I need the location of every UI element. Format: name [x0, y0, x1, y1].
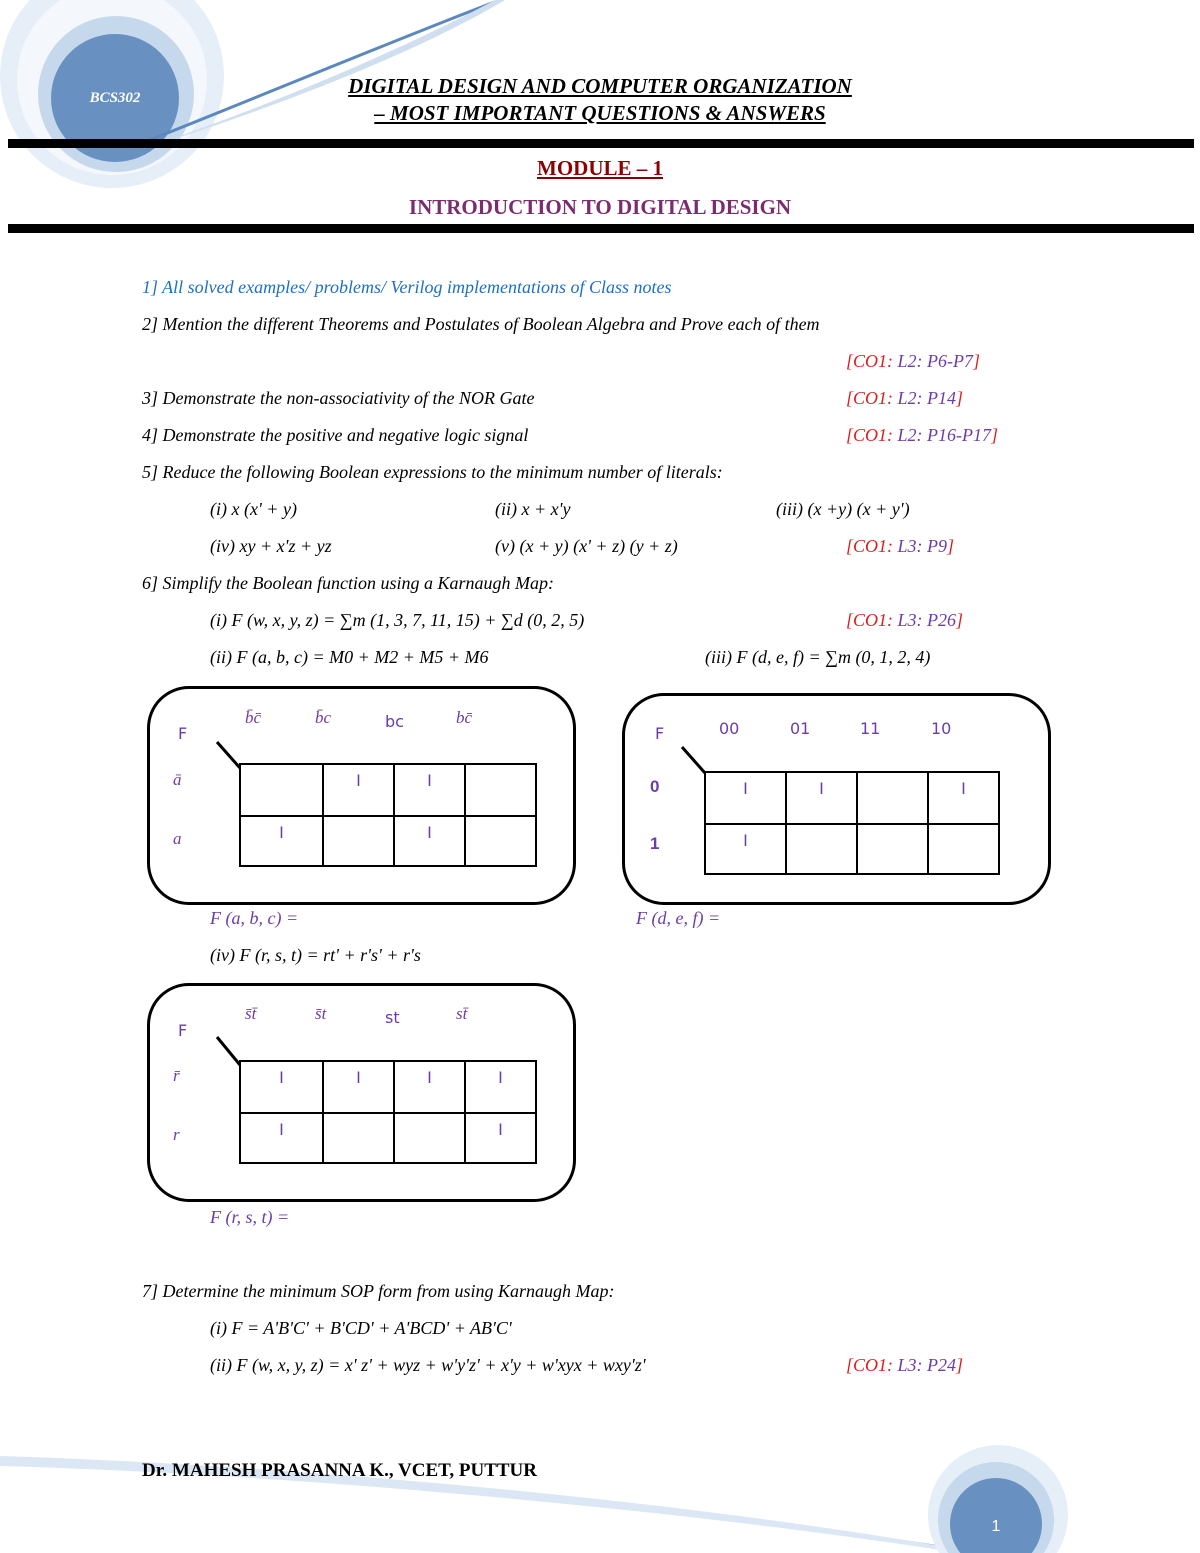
kmap-3-col-header-0: s̄t̄: [245, 1004, 257, 1023]
kmap-2-cell: I: [705, 772, 786, 824]
question-6-part-i: (i) F (w, x, y, z) = ∑m (1, 3, 7, 11, 15) + ∑d (0, 2, 5): [210, 610, 585, 630]
kmap-3-cell: [323, 1113, 394, 1163]
course-code-badge: BCS302: [89, 90, 141, 106]
question-6-part-i-co-tag: [CO1: L3: P26]: [846, 610, 964, 630]
kmap-2-col-header-0: 00: [719, 719, 740, 738]
question-7: 7] Determine the minimum SOP form from using Karnaugh Map:: [142, 1281, 615, 1301]
question-3: 3] Demonstrate the non-associativity of the NOR Gate: [142, 388, 535, 408]
kmap-1-cell: I: [394, 764, 465, 816]
kmap-2-f-label: F: [655, 724, 665, 743]
kmap-3-cell: I: [465, 1113, 536, 1163]
question-2-co-tag: [CO1: L2: P6-P7]: [846, 351, 981, 371]
header-divider: [8, 139, 1194, 148]
question-5-co-tag: [CO1: L3: P9]: [846, 536, 955, 556]
kmap-3-grid: [239, 1060, 537, 1164]
question-4: 4] Demonstrate the positive and negative logic signal: [142, 425, 529, 445]
kmap-2-cell: I: [928, 772, 999, 824]
kmap-2-grid: [704, 771, 1000, 875]
kmap-1-cell: [323, 816, 394, 866]
kmap-1-col-header-1: b̄c: [315, 708, 332, 727]
chapter-heading: INTRODUCTION TO DIGITAL DESIGN: [408, 195, 792, 219]
page-number: 1: [991, 1518, 1001, 1535]
kmap-3-cell: I: [240, 1113, 323, 1163]
kmap-3-col-header-2: st: [385, 1008, 400, 1027]
kmap-3-cell: [394, 1113, 465, 1163]
kmap-2-col-header-3: 10: [931, 719, 952, 738]
question-3-co-tag: [CO1: L2: P14]: [846, 388, 964, 408]
kmap-2-col-header-2: 11: [860, 719, 881, 738]
kmap-2-cell: [857, 824, 928, 874]
kmap-1-result: F (a, b, c) =: [210, 908, 299, 928]
question-5-part-ii: (ii) x + x'y: [495, 499, 571, 519]
kmap-1-cell: [465, 816, 536, 866]
kmap-2-col-header-1: 01: [790, 719, 811, 738]
question-2: 2] Mention the different Theorems and Postulates of Boolean Algebra and Prove each of them: [142, 314, 820, 334]
kmap-1-row-header-0: ā: [173, 770, 182, 789]
kmap-1-f-label: F: [178, 724, 188, 743]
kmap-2-row-header-1: 1: [650, 834, 660, 853]
question-6-part-iii: (iii) F (d, e, f) = ∑m (0, 1, 2, 4): [705, 647, 931, 667]
chapter-divider: [8, 224, 1194, 233]
kmap-3-cell: I: [465, 1061, 536, 1113]
question-5-part-i: (i) x (x' + y): [210, 499, 297, 519]
kmap-2-cell: [928, 824, 999, 874]
question-5-part-v: (v) (x + y) (x' + z) (y + z): [495, 536, 678, 556]
question-6: 6] Simplify the Boolean function using a Karnaugh Map:: [142, 573, 554, 593]
document-title-line1: DIGITAL DESIGN AND COMPUTER ORGANIZATION: [348, 74, 852, 98]
question-4-co-tag: [CO1: L2: P16-P17]: [846, 425, 999, 445]
kmap-3-f-label: F: [178, 1021, 188, 1040]
kmap-1-cell: I: [394, 816, 465, 866]
kmap-3-cell: I: [394, 1061, 465, 1113]
question-5-part-iv: (iv) xy + x'z + yz: [210, 536, 332, 556]
kmap-2-row-header-0: 0: [650, 777, 660, 796]
kmap-3-row-header-0: r̄: [173, 1066, 180, 1085]
module-heading: MODULE – 1: [537, 156, 663, 180]
kmap-1-col-header-0: b̄c̄: [245, 708, 262, 727]
kmap-3-result: F (r, s, t) =: [210, 1207, 290, 1227]
kmap-1-col-header-2: bc: [385, 712, 404, 731]
question-7-co-tag: [CO1: L3: P24]: [846, 1355, 964, 1375]
kmap-3-cell: I: [323, 1061, 394, 1113]
question-6-part-ii: (ii) F (a, b, c) = M0 + M2 + M5 + M6: [210, 647, 489, 667]
kmap-2-result: F (d, e, f) =: [636, 908, 721, 928]
kmap-2-cell: I: [705, 824, 786, 874]
kmap-1-row-header-1: a: [173, 829, 182, 848]
footer-author: Dr. MAHESH PRASANNA K., VCET, PUTTUR: [142, 1460, 537, 1481]
question-5-part-iii: (iii) (x +y) (x + y'): [776, 499, 910, 519]
kmap-1-cell: I: [240, 816, 323, 866]
question-7-part-i: (i) F = A'B'C' + B'CD' + A'BCD' + AB'C': [210, 1318, 512, 1338]
question-6-part-iv: (iv) F (r, s, t) = rt' + r's' + r's: [210, 945, 421, 965]
question-1: 1] All solved examples/ problems/ Verilog implementations of Class notes: [142, 277, 672, 297]
kmap-1-col-header-3: bc̄: [456, 708, 473, 727]
question-5: 5] Reduce the following Boolean expressions to the minimum number of literals:: [142, 462, 723, 482]
kmap-1-cell: [465, 764, 536, 816]
kmap-3-cell: I: [240, 1061, 323, 1113]
kmap-2-cell: I: [786, 772, 857, 824]
kmap-3-col-header-1: s̄t: [315, 1004, 327, 1023]
document-title-line2: – MOST IMPORTANT QUESTIONS & ANSWERS: [374, 101, 826, 125]
kmap-1-cell: [240, 764, 323, 816]
kmap-1-cell: I: [323, 764, 394, 816]
kmap-3-row-header-1: r: [173, 1125, 180, 1144]
kmap-2-cell: [786, 824, 857, 874]
kmap-1-grid: [239, 763, 537, 867]
kmap-3-col-header-3: st̄: [456, 1004, 468, 1023]
kmap-2-cell: [857, 772, 928, 824]
question-7-part-ii: (ii) F (w, x, y, z) = x' z' + wyz + w'y'z' + x'y + w'xyx + wxy'z': [210, 1355, 646, 1375]
